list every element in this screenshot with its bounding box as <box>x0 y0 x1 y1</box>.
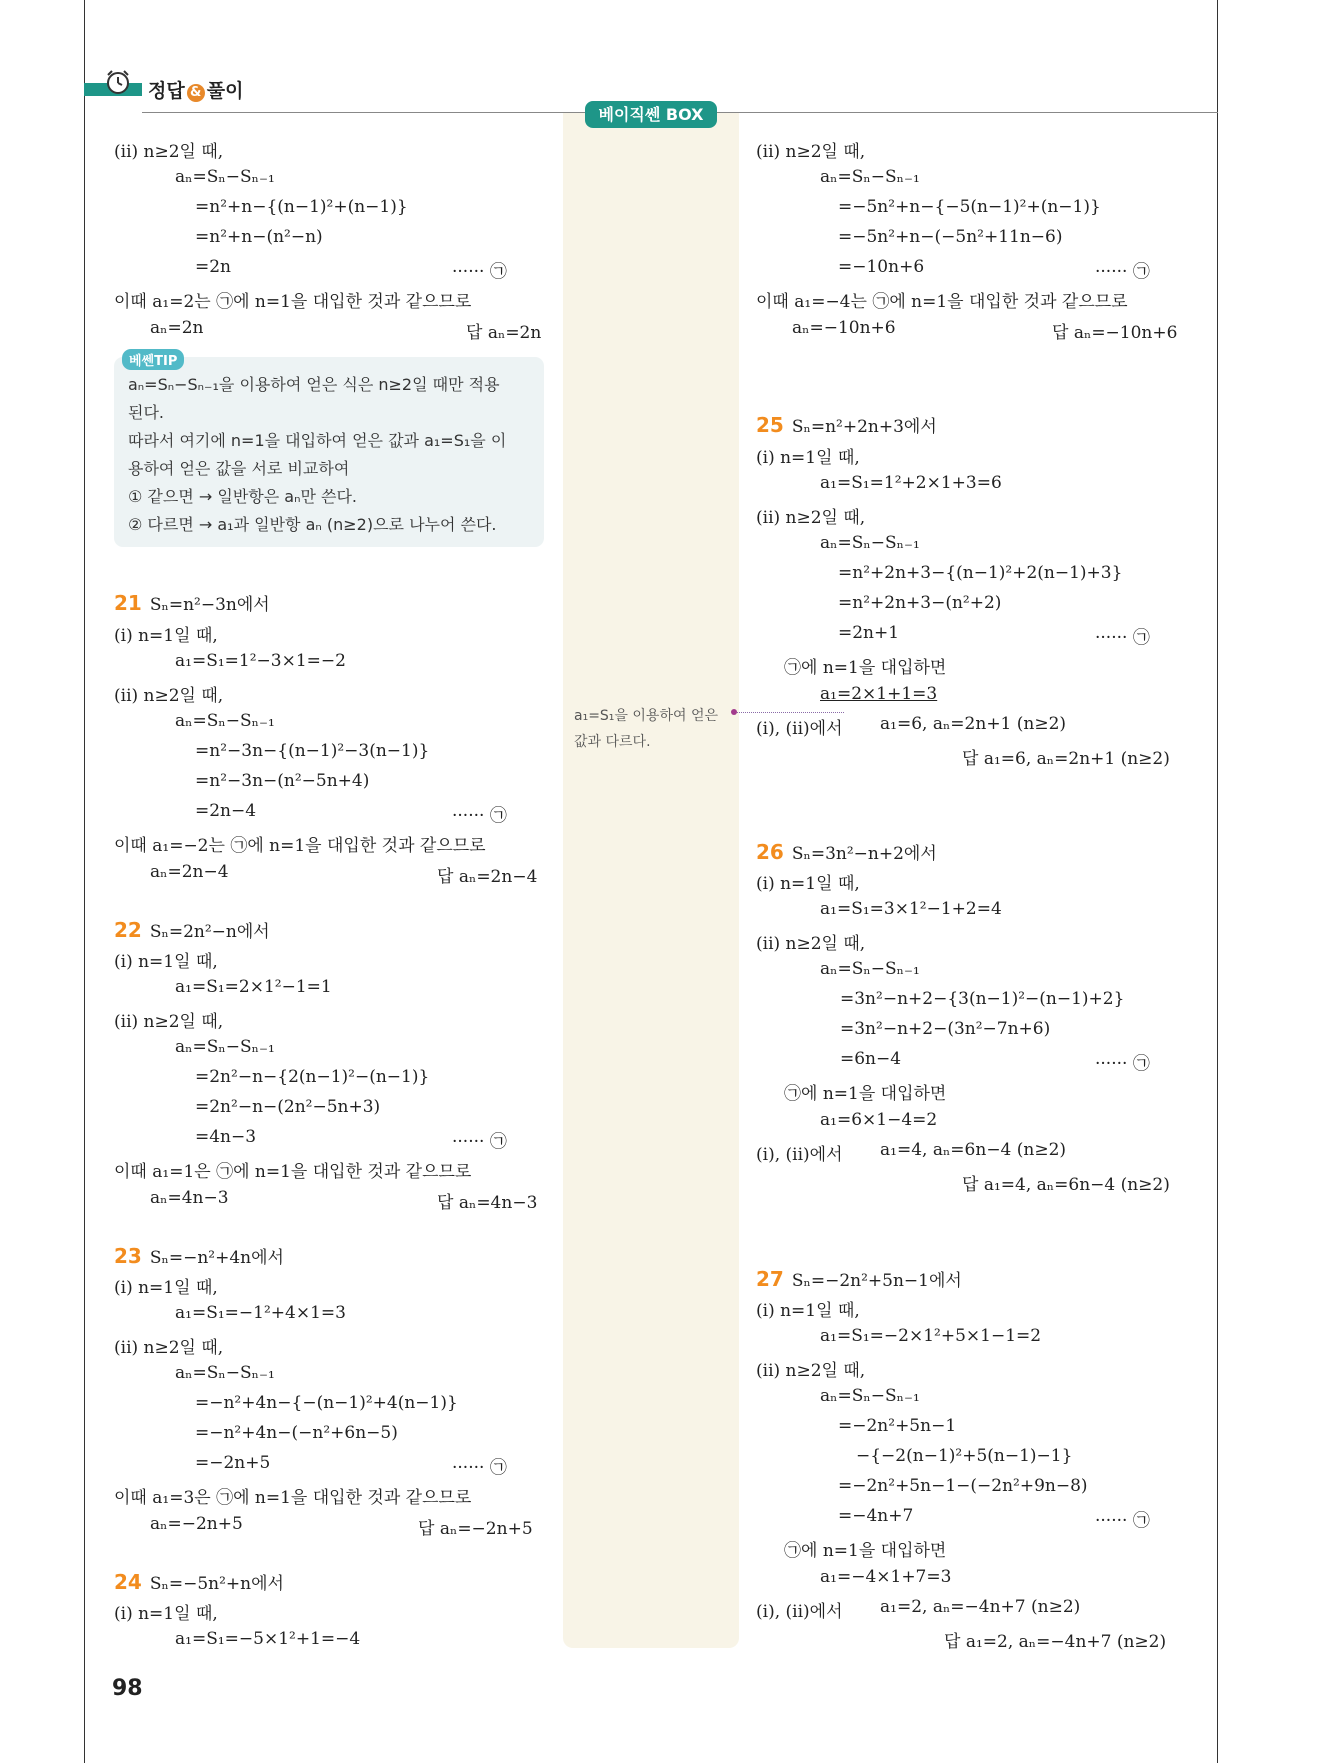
solution-line: (ii) n≥2일 때, <box>756 1361 866 1381</box>
solution-line: (ii) n≥2일 때, <box>756 508 866 528</box>
solution-line: a₁=4, aₙ=6n−4 (n≥2) <box>880 1140 1067 1160</box>
solution-line: (i) n=1일 때, <box>756 874 860 894</box>
solution-line: (i), (ii)에서 <box>756 1602 843 1622</box>
solution-line: (ii) n≥2일 때, <box>114 686 224 706</box>
solution-line: (i) n=1일 때, <box>114 1278 218 1298</box>
problem-number: 23 <box>114 1244 142 1268</box>
problem-header <box>114 917 270 942</box>
solution-line: =n²+2n+3−{(n−1)²+2(n−1)+3} <box>838 563 1123 583</box>
solution-line: =−2n+5 <box>195 1453 271 1473</box>
solution-line: =−5n²+n−{−5(n−1)²+(n−1)} <box>838 197 1101 217</box>
answer: 답 aₙ=2n <box>466 323 542 343</box>
answer: 답 aₙ=−10n+6 <box>1052 323 1178 343</box>
solution-line: =3n²−n+2−(3n²−7n+6) <box>840 1019 1051 1039</box>
solution-line: =n²+2n+3−(n²+2) <box>838 593 1002 613</box>
tip-line: 따라서 여기에 n=1을 대입하여 얻은 값과 a₁=S₁을 이 <box>128 431 507 450</box>
solution-line: a₁=S₁=−2×1²+5×1−1=2 <box>820 1326 1042 1346</box>
page-number: 98 <box>112 1676 143 1701</box>
problem-statement: Sₙ=n²+2n+3에서 <box>791 417 937 437</box>
answer: 답 aₙ=−2n+5 <box>418 1519 533 1539</box>
solution-line: =−2n²+5n−1−(−2n²+9n−8) <box>838 1476 1088 1496</box>
solution-line: =2n²−n−(2n²−5n+3) <box>195 1097 381 1117</box>
equation-marker: ······ ㉠ <box>1095 262 1150 282</box>
problem-number: 21 <box>114 591 142 615</box>
solution-line: =6n−4 <box>840 1049 902 1069</box>
margin-note <box>574 703 734 755</box>
solution-line: (ii) n≥2일 때, <box>114 142 224 162</box>
margin-note-dot <box>731 709 737 715</box>
problem-header <box>114 590 270 615</box>
problem-number: 27 <box>756 1267 784 1291</box>
title-part2: 풀이 <box>206 80 244 102</box>
solution-line: a₁=2×1+1=3 <box>820 684 938 704</box>
solution-line: (i) n=1일 때, <box>114 952 218 972</box>
solution-line: aₙ=2n−4 <box>150 862 229 882</box>
equation-marker: ······ ㉠ <box>452 1458 507 1478</box>
equation-marker: ······ ㉠ <box>452 806 507 826</box>
solution-line: a₁=S₁=−5×1²+1=−4 <box>175 1629 361 1649</box>
tip-line: aₙ=Sₙ−Sₙ₋₁을 이용하여 얻은 식은 n≥2일 때만 적용 <box>128 375 500 394</box>
solution-line: aₙ=Sₙ−Sₙ₋₁ <box>820 959 920 979</box>
solution-line: a₁=S₁=3×1²−1+2=4 <box>820 899 1002 919</box>
solution-line: (i) n=1일 때, <box>114 626 218 646</box>
solution-line: =−10n+6 <box>838 257 925 277</box>
answer: 답 a₁=6, aₙ=2n+1 (n≥2) <box>962 749 1170 769</box>
problem-statement: Sₙ=−5n²+n에서 <box>149 1574 284 1594</box>
solution-line: aₙ=Sₙ−Sₙ₋₁ <box>175 167 275 187</box>
solution-line: (i) n=1일 때, <box>114 1604 218 1624</box>
solution-line: =3n²−n+2−{3(n−1)²−(n−1)+2} <box>840 989 1125 1009</box>
problem-statement: Sₙ=−2n²+5n−1에서 <box>791 1271 962 1291</box>
solution-line: ㉠에 n=1을 대입하면 <box>784 658 947 678</box>
alarm-clock-icon <box>104 68 132 96</box>
answer: 답 a₁=4, aₙ=6n−4 (n≥2) <box>962 1175 1170 1195</box>
basic-box-badge: 베이직쎈 BOX <box>585 101 717 128</box>
solution-line: =n²−3n−(n²−5n+4) <box>195 771 370 791</box>
solution-line: =−5n²+n−(−5n²+11n−6) <box>838 227 1063 247</box>
problem-statement: Sₙ=n²−3n에서 <box>149 595 270 615</box>
solution-line: =−2n²+5n−1 <box>838 1416 957 1436</box>
solution-line: a₁=6, aₙ=2n+1 (n≥2) <box>880 714 1067 734</box>
problem-number: 24 <box>114 1570 142 1594</box>
solution-line: (ii) n≥2일 때, <box>114 1338 224 1358</box>
solution-line: a₁=S₁=1²−3×1=−2 <box>175 651 346 671</box>
title-part1: 정답 <box>148 80 185 102</box>
solution-line: =2n−4 <box>195 801 257 821</box>
tip-label: 베쎈TIP <box>122 349 184 370</box>
tip-line: 된다. <box>128 403 164 422</box>
solution-line: =4n−3 <box>195 1127 257 1147</box>
solution-line: =n²+n−{(n−1)²+(n−1)} <box>195 197 408 217</box>
equation-marker: ······ ㉠ <box>452 1132 507 1152</box>
solution-line: aₙ=Sₙ−Sₙ₋₁ <box>175 711 275 731</box>
solution-line: 이때 a₁=−4는 ㉠에 n=1을 대입한 것과 같으므로 <box>756 292 1128 312</box>
page-frame-left <box>84 0 85 1763</box>
problem-statement: Sₙ=−n²+4n에서 <box>149 1248 284 1268</box>
page-frame-right <box>1217 0 1218 1763</box>
tip-line: ① 같으면 → 일반항은 aₙ만 쓴다. <box>128 487 358 506</box>
section-title <box>148 76 243 103</box>
problem-statement: Sₙ=2n²−n에서 <box>149 922 270 942</box>
solution-line: a₁=S₁=−1²+4×1=3 <box>175 1303 346 1323</box>
problem-number: 25 <box>756 413 784 437</box>
solution-line: (i), (ii)에서 <box>756 1145 843 1165</box>
solution-line: a₁=S₁=1²+2×1+3=6 <box>820 473 1002 493</box>
solution-line: =2n <box>195 257 232 277</box>
solution-line: aₙ=2n <box>150 318 204 338</box>
solution-line: aₙ=Sₙ−Sₙ₋₁ <box>820 533 920 553</box>
margin-note-leader <box>734 712 844 713</box>
answer: 답 aₙ=4n−3 <box>437 1193 538 1213</box>
solution-line: aₙ=−2n+5 <box>150 1514 243 1534</box>
solution-line: aₙ=Sₙ−Sₙ₋₁ <box>820 1386 920 1406</box>
problem-header <box>114 1243 284 1268</box>
solution-line: aₙ=Sₙ−Sₙ₋₁ <box>175 1363 275 1383</box>
solution-line: aₙ=Sₙ−Sₙ₋₁ <box>820 167 920 187</box>
solution-line: 이때 a₁=2는 ㉠에 n=1을 대입한 것과 같으므로 <box>114 292 472 312</box>
basic-box-column <box>563 113 739 1648</box>
margin-note-line: 값과 다르다. <box>574 734 651 750</box>
solution-line: (i) n=1일 때, <box>756 448 860 468</box>
equation-marker: ······ ㉠ <box>1095 628 1150 648</box>
solution-line: =−n²+4n−{−(n−1)²+4(n−1)} <box>195 1393 458 1413</box>
solution-line: ㉠에 n=1을 대입하면 <box>784 1084 947 1104</box>
problem-statement: Sₙ=3n²−n+2에서 <box>791 844 937 864</box>
equation-marker: ······ ㉠ <box>452 262 507 282</box>
tip-line: ② 다르면 → a₁과 일반항 aₙ (n≥2)으로 나누어 쓴다. <box>128 515 497 534</box>
solution-line: =2n+1 <box>838 623 900 643</box>
solution-line: =−4n+7 <box>838 1506 914 1526</box>
solution-line: 이때 a₁=−2는 ㉠에 n=1을 대입한 것과 같으므로 <box>114 836 486 856</box>
solution-line: =−n²+4n−(−n²+6n−5) <box>195 1423 398 1443</box>
problem-header <box>756 412 937 437</box>
solution-line: aₙ=Sₙ−Sₙ₋₁ <box>175 1037 275 1057</box>
problem-number: 26 <box>756 840 784 864</box>
solution-line: =2n²−n−{2(n−1)²−(n−1)} <box>195 1067 430 1087</box>
solution-line: aₙ=−10n+6 <box>792 318 896 338</box>
equation-marker: ······ ㉠ <box>1095 1511 1150 1531</box>
tip-line: 용하여 얻은 값을 서로 비교하여 <box>128 459 350 478</box>
solution-line: aₙ=4n−3 <box>150 1188 229 1208</box>
answer: 답 aₙ=2n−4 <box>437 867 538 887</box>
solution-line: (ii) n≥2일 때, <box>114 1012 224 1032</box>
solution-line: 이때 a₁=1은 ㉠에 n=1을 대입한 것과 같으므로 <box>114 1162 472 1182</box>
solution-line: a₁=S₁=2×1²−1=1 <box>175 977 332 997</box>
solution-line: 이때 a₁=3은 ㉠에 n=1을 대입한 것과 같으므로 <box>114 1488 472 1508</box>
solution-line: a₁=6×1−4=2 <box>820 1110 938 1130</box>
solution-line: =n²+n−(n²−n) <box>195 227 323 247</box>
solution-line: a₁=−4×1+7=3 <box>820 1567 952 1587</box>
problem-header <box>756 1266 962 1291</box>
solution-line: ㉠에 n=1을 대입하면 <box>784 1541 947 1561</box>
solution-line: (ii) n≥2일 때, <box>756 934 866 954</box>
problem-header <box>756 839 937 864</box>
solution-line: −{−2(n−1)²+5(n−1)−1} <box>856 1446 1073 1466</box>
problem-header <box>114 1569 284 1594</box>
solution-line: (ii) n≥2일 때, <box>756 142 866 162</box>
answer: 답 a₁=2, aₙ=−4n+7 (n≥2) <box>944 1632 1167 1652</box>
margin-note-line: a₁=S₁을 이용하여 얻은 <box>574 708 718 724</box>
solution-line: (i) n=1일 때, <box>756 1301 860 1321</box>
solution-line: =n²−3n−{(n−1)²−3(n−1)} <box>195 741 430 761</box>
solution-line: (i), (ii)에서 <box>756 719 843 739</box>
problem-number: 22 <box>114 918 142 942</box>
solution-line: a₁=2, aₙ=−4n+7 (n≥2) <box>880 1597 1081 1617</box>
equation-marker: ······ ㉠ <box>1095 1054 1150 1074</box>
title-amp: & <box>187 84 205 102</box>
